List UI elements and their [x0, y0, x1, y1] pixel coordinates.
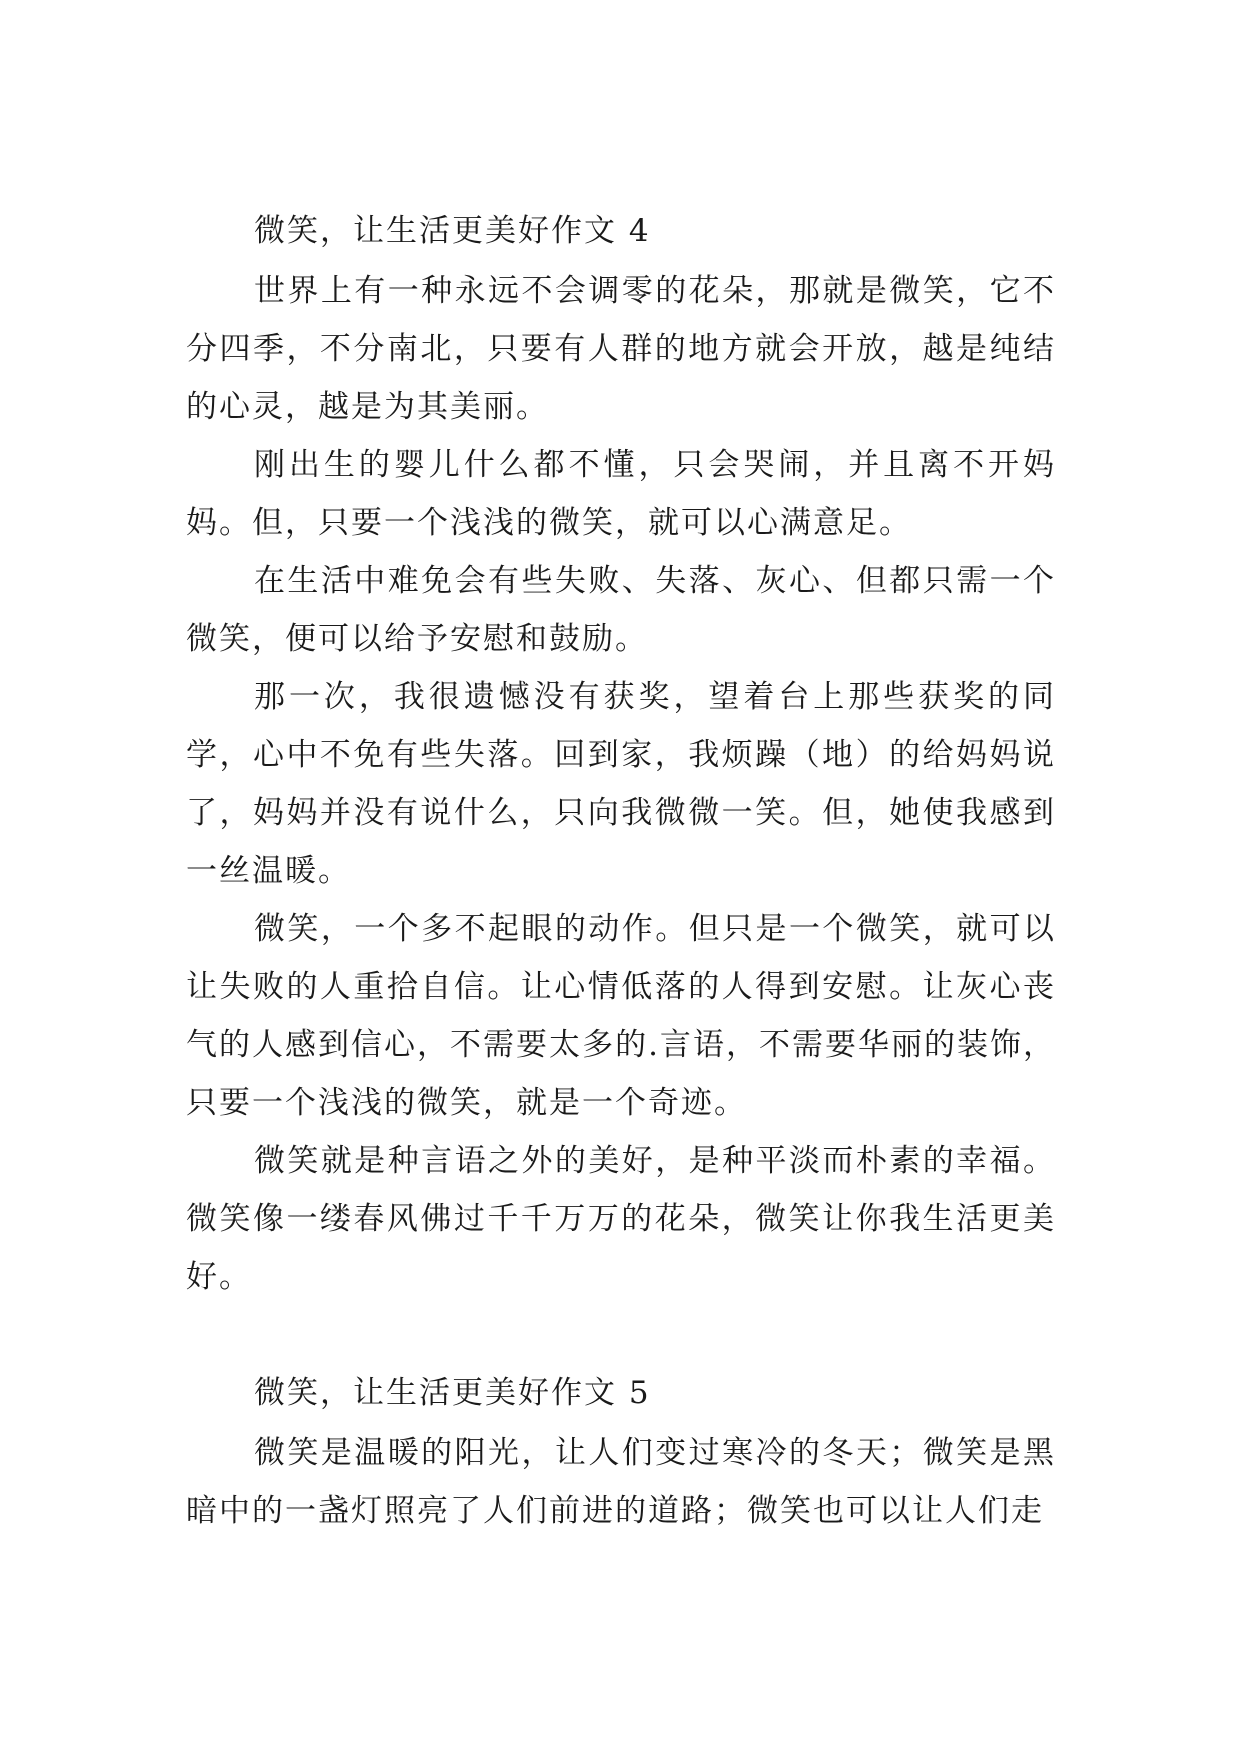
paragraph: 世界上有一种永远不会调零的花朵，那就是微笑，它不分四季，不分南北，只要有人群的地方就会开放，越是纯结的心灵，越是为其美丽。	[186, 273, 1056, 425]
paragraph: 刚出生的婴儿什么都不懂，只会哭闹，并且离不开妈妈。但，只要一个浅浅的微笑，就可以心满意足。	[186, 447, 1056, 541]
paragraph: 微笑是温暖的阳光，让人们变过寒冷的冬天；微笑是黑暗中的一盏灯照亮了人们前进的道路；微笑也可以让人们走	[186, 1435, 1056, 1529]
paragraph: 微笑就是种言语之外的美好，是种平淡而朴素的幸福。微笑像一缕春风佛过千千万万的花朵，微笑让你我生活更美好。	[186, 1143, 1056, 1295]
paragraph: 微笑，一个多不起眼的动作。但只是一个微笑，就可以让失败的人重拾自信。让心情低落的人得到安慰。让灰心丧气的人感到信心，不需要太多的.言语，不需要华丽的装饰，只要一个浅浅的微笑，就是一个奇迹。	[186, 911, 1056, 1121]
document-page	[186, 200, 1056, 1540]
essay-title: 微笑，让生活更美好作文 5	[254, 1375, 651, 1411]
paragraph: 在生活中难免会有些失败、失落、灰心、但都只需一个微笑，便可以给予安慰和鼓励。	[186, 563, 1056, 657]
essay-title: 微笑，让生活更美好作文 4	[254, 213, 651, 249]
paragraph: 那一次，我很遗憾没有获奖，望着台上那些获奖的同学，心中不免有些失落。回到家，我烦躁（地）的给妈妈说了，妈妈并没有说什么，只向我微微一笑。但，她使我感到一丝温暖。	[186, 679, 1056, 889]
essay-section-5	[186, 1362, 1056, 1540]
essay-section-4	[186, 200, 1056, 1306]
